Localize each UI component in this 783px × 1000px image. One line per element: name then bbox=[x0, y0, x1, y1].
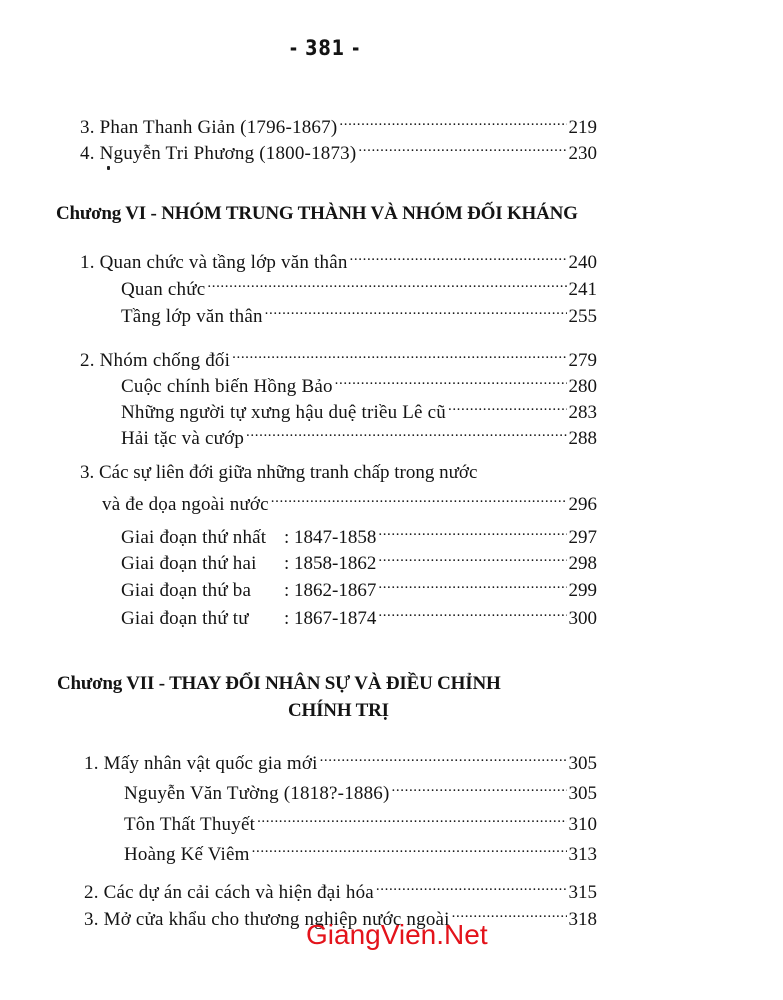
entry-label: Tôn Thất Thuyết bbox=[124, 814, 256, 835]
entry-page: 300 bbox=[568, 608, 597, 629]
toc-subentry-ch6-s2-1 bbox=[121, 370, 597, 398]
watermark: GiangVien.Net bbox=[306, 919, 488, 950]
toc-subentry-ch7-s1-1 bbox=[124, 777, 597, 805]
entry-page: 305 bbox=[568, 753, 597, 774]
entry-label: và đe dọa ngoài nước bbox=[102, 494, 269, 515]
entry-dates: : 1858-1862 bbox=[284, 553, 377, 574]
dot-leader bbox=[320, 747, 567, 769]
dot-leader bbox=[358, 137, 566, 159]
entry-page: 299 bbox=[568, 580, 597, 601]
entry-page: 280 bbox=[568, 376, 597, 397]
dot-leader bbox=[207, 273, 566, 295]
toc-entry-ch6-s2 bbox=[80, 344, 597, 372]
entry-page: 255 bbox=[568, 306, 597, 327]
entry-page: 310 bbox=[568, 814, 597, 835]
entry-page: 240 bbox=[568, 252, 597, 273]
entry-label: Giai đoạn thứ nhất bbox=[121, 527, 267, 548]
entry-page: 313 bbox=[568, 844, 597, 865]
entry-page: 297 bbox=[568, 527, 597, 548]
entry-label: Hoàng Kế Viêm bbox=[124, 844, 250, 865]
entry-label: Giai đoạn thứ hai bbox=[121, 553, 257, 574]
entry-page: 241 bbox=[568, 279, 597, 300]
toc-subentry-ch6-s3-1 bbox=[121, 521, 597, 549]
dot-leader bbox=[335, 370, 567, 392]
dot-leader bbox=[448, 396, 567, 418]
toc-subentry-ch6-s2-3 bbox=[121, 422, 597, 450]
dot-leader bbox=[378, 547, 566, 569]
entry-label: 1. Mấy nhân vật quốc gia mới bbox=[84, 753, 318, 774]
dot-leader bbox=[378, 521, 566, 543]
entry-page: 230 bbox=[568, 143, 597, 164]
toc-subentry-ch6-s2-2 bbox=[121, 396, 597, 424]
entry-page: 305 bbox=[568, 783, 597, 804]
entry-dates: : 1867-1874 bbox=[284, 608, 377, 629]
entry-label: 2. Các dự án cải cách và hiện đại hóa bbox=[84, 882, 374, 903]
toc-subentry-ch6-s1-2 bbox=[121, 300, 597, 328]
entry-dates: : 1847-1858 bbox=[284, 527, 377, 548]
entry-label: 4. Nguyễn Tri Phương (1800-1873) bbox=[80, 143, 357, 164]
entry-page: 283 bbox=[568, 402, 597, 423]
toc-entry-ch7-s2 bbox=[84, 876, 597, 904]
entry-dates: : 1862-1867 bbox=[284, 580, 377, 601]
entry-label: Giai đoạn thứ tư bbox=[121, 608, 249, 629]
dot-leader bbox=[232, 344, 566, 366]
entry-label: 1. Quan chức và tầng lớp văn thân bbox=[80, 252, 348, 273]
entry-page: 296 bbox=[568, 494, 597, 515]
entry-label: Những người tự xưng hậu duệ triều Lê cũ bbox=[121, 402, 446, 423]
chapter-7-heading-line2: CHÍNH TRỊ bbox=[288, 700, 389, 721]
toc-entry-nguyen-tri-phuong bbox=[80, 137, 597, 165]
entry-label: 2. Nhóm chống đối bbox=[80, 350, 231, 371]
dot-leader bbox=[265, 300, 567, 322]
toc-entry-ch7-s1 bbox=[84, 747, 597, 775]
dot-leader bbox=[252, 838, 567, 860]
dot-leader bbox=[392, 777, 567, 799]
entry-label: Giai đoạn thứ ba bbox=[121, 580, 252, 601]
toc-entry-ch6-s1 bbox=[80, 246, 597, 274]
toc-entry-phan-thanh-gian bbox=[80, 111, 597, 139]
toc-entry-ch6-s3 bbox=[102, 488, 597, 516]
page-number: - 381 - bbox=[289, 36, 361, 60]
dot-leader bbox=[339, 111, 566, 133]
dot-leader bbox=[257, 808, 566, 830]
dot-leader bbox=[246, 422, 566, 444]
entry-page: 298 bbox=[568, 553, 597, 574]
entry-page: 219 bbox=[568, 117, 597, 138]
dot-leader bbox=[271, 488, 567, 510]
entry-page: 318 bbox=[568, 909, 597, 930]
entry-page: 288 bbox=[568, 428, 597, 449]
toc-subentry-ch7-s1-2 bbox=[124, 808, 597, 836]
entry-label: Quan chức bbox=[121, 279, 206, 300]
toc-subentry-ch6-s1-1 bbox=[121, 273, 597, 301]
toc-entry-ch6-s3-line1: 3. Các sự liên đới giữa những tranh chấp trong nước bbox=[80, 462, 478, 483]
entry-label: Tầng lớp văn thân bbox=[121, 306, 263, 327]
entry-label: 3. Phan Thanh Giản (1796-1867) bbox=[80, 117, 338, 138]
dot-leader bbox=[378, 574, 566, 596]
toc-subentry-ch6-s3-3 bbox=[121, 574, 597, 602]
scan-speck bbox=[107, 166, 110, 170]
dot-leader bbox=[376, 876, 567, 898]
chapter-7-heading-line1: Chương VII - THAY ĐỔI NHÂN SỰ VÀ ĐIỀU CHỈNH bbox=[57, 673, 501, 694]
toc-subentry-ch6-s3-2 bbox=[121, 547, 597, 575]
chapter-6-heading: Chương VI - NHÓM TRUNG THÀNH VÀ NHÓM ĐỐI KHÁNG bbox=[56, 203, 578, 224]
dot-leader bbox=[378, 602, 566, 624]
toc-subentry-ch6-s3-4 bbox=[121, 602, 597, 630]
entry-label: Hải tặc và cướp bbox=[121, 428, 245, 449]
entry-page: 279 bbox=[568, 350, 597, 371]
entry-page: 315 bbox=[568, 882, 597, 903]
entry-label: 3. Mở cửa khẩu cho thương nghiệp nước ngoài bbox=[84, 909, 450, 930]
entry-label: Nguyễn Văn Tường (1818?-1886) bbox=[124, 783, 390, 804]
entry-label: Cuộc chính biến Hồng Bảo bbox=[121, 376, 333, 397]
toc-subentry-ch7-s1-3 bbox=[124, 838, 597, 866]
dot-leader bbox=[350, 246, 567, 268]
